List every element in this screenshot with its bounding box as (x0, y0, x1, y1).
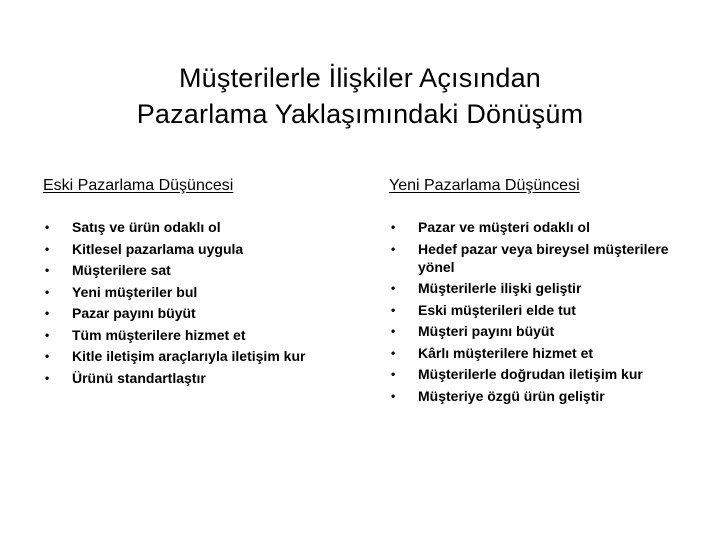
bullet-icon: • (391, 302, 396, 317)
bullet-icon: • (391, 241, 396, 256)
list-item (389, 387, 683, 405)
list-item (389, 240, 683, 276)
list-item-text: Kârlı müşterilere hizmet et (418, 344, 594, 361)
list-item-text: Kitlesel pazarlama uygula (72, 240, 244, 257)
list-item (389, 279, 683, 297)
slide-title-line-2: Pazarlama Yaklaşımındaki Dönüşüm (136, 99, 584, 129)
bullet-icon: • (391, 388, 396, 403)
list-item (43, 326, 312, 344)
list-item (43, 218, 312, 236)
list-item (389, 322, 683, 340)
bullet-icon: • (45, 306, 50, 320)
list-item (389, 301, 683, 319)
bullet-icon: • (45, 349, 50, 363)
new-marketing-column (389, 176, 689, 408)
list-item (43, 261, 312, 279)
list-item-text: Müşterilerle ilişki geliştir (418, 280, 582, 296)
bullet-icon: • (391, 281, 396, 295)
list-item-text: Eski müşterileri elde tut (418, 301, 576, 318)
new-marketing-heading: Yeni Pazarlama Düşüncesi (389, 177, 580, 194)
list-item (43, 369, 312, 387)
list-item (43, 304, 312, 322)
list-item (389, 365, 683, 383)
list-item-text: Tüm müşterilere hizmet et (72, 326, 246, 343)
list-item-text: Hedef pazar veya bireysel müşterilere yönel (418, 240, 669, 275)
slide-title (0, 60, 720, 132)
old-marketing-list (43, 218, 343, 387)
list-item-text: Müşterilere sat (72, 262, 171, 278)
list-item (43, 347, 312, 365)
list-item (389, 344, 683, 362)
list-item (389, 218, 683, 236)
list-item (43, 283, 312, 301)
list-item-text: Ürünü standartlaştır (72, 369, 206, 386)
bullet-icon: • (391, 324, 396, 338)
list-item-text: Yeni müşteriler bul (72, 283, 198, 300)
bullet-icon: • (45, 327, 50, 342)
list-item-text: Kitle iletişim araçlarıyla iletişim kur (72, 348, 306, 364)
list-item-text: Satış ve ürün odaklı ol (72, 219, 221, 235)
bullet-icon: • (391, 220, 396, 234)
bullet-icon: • (45, 370, 50, 385)
list-item-text: Pazar payını büyüt (72, 305, 196, 321)
bullet-icon: • (45, 263, 50, 277)
list-item (43, 240, 312, 258)
list-item-text: Pazar ve müşteri odaklı ol (418, 219, 590, 235)
list-item-text: Müşteriye özgü ürün geliştir (418, 387, 605, 404)
bullet-icon: • (391, 367, 396, 381)
bullet-icon: • (45, 284, 50, 299)
old-marketing-column (43, 176, 343, 390)
list-item-text: Müşteri payını büyüt (418, 323, 555, 339)
old-marketing-heading: Eski Pazarlama Düşüncesi (43, 177, 234, 194)
slide-title-line-1: Müşterilerle İlişkiler Açısından (178, 63, 542, 93)
bullet-icon: • (45, 220, 50, 234)
bullet-icon: • (45, 241, 50, 256)
new-marketing-list (389, 218, 689, 405)
bullet-icon: • (391, 345, 396, 360)
list-item-text: Müşterilerle doğrudan iletişim kur (418, 366, 643, 382)
